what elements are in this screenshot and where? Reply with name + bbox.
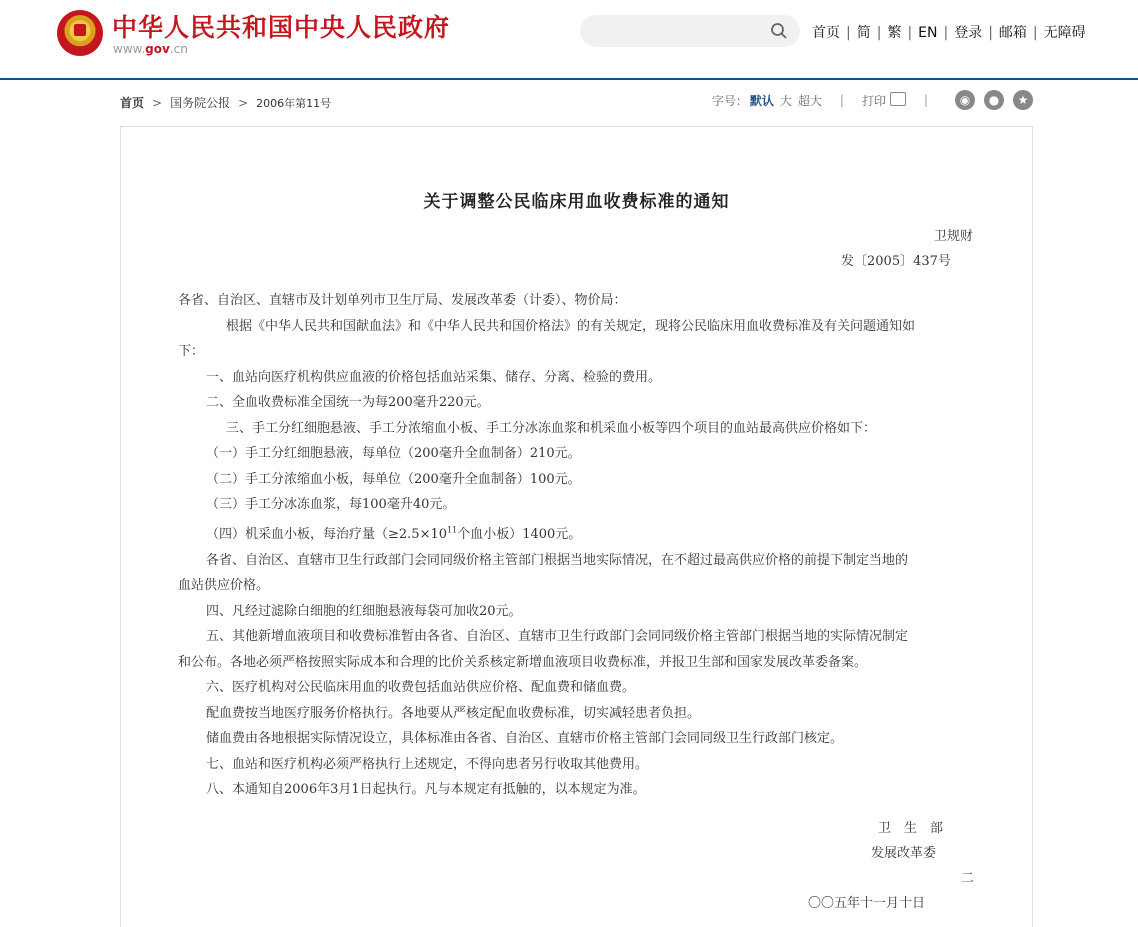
doc-number-line-2: 发〔2005〕437号 [841, 254, 951, 269]
font-size-large[interactable]: 大 [779, 93, 792, 108]
breadcrumb-bar [120, 88, 1033, 116]
site-title[interactable]: 中华人民共和国中央人民政府 [112, 13, 451, 42]
nav-separator: | [846, 25, 851, 41]
printer-icon[interactable] [890, 92, 906, 106]
paragraph-3: 三、手工分红细胞悬液、手工分浓缩血小板、手工分冰冻血浆和机采血小板等四个项目的血站最高供应价格如下： [226, 421, 877, 436]
tools-separator: | [839, 93, 844, 107]
font-size-xlarge[interactable]: 超大 [797, 93, 822, 108]
nav-english[interactable]: EN [918, 25, 938, 41]
paragraph-7: 七、血站和医疗机构必须严格执行上述规定，不得向患者另行收取其他费用。 [206, 757, 649, 772]
breadcrumb-gazette[interactable]: 国务院公报 [170, 96, 231, 110]
paragraph-5-line-2: 和公布。各地必须严格按照实际成本和合理的比价关系核定新增血液项目收费标准，并报卫生部和国家发展改革委备案。 [178, 655, 868, 670]
national-emblem-logo[interactable] [57, 10, 103, 56]
wechat-icon[interactable]: ● [984, 90, 1004, 110]
top-nav [812, 22, 1086, 42]
nav-separator: | [943, 25, 949, 41]
nav-accessibility[interactable]: 无障碍 [1043, 25, 1086, 41]
nav-mail[interactable]: 邮箱 [998, 25, 1027, 41]
site-url [113, 42, 188, 56]
paragraph-1: 一、血站向医疗机构供应血液的价格包括血站采集、储存、分离、检验的费用。 [206, 370, 662, 385]
paragraph-3-note-1: 各省、自治区、直辖市卫生行政部门会同同级价格主管部门根据当地实际情况，在不超过最高供应价格的前提下制定当地的 [206, 553, 909, 568]
paragraph-3-item-4 [206, 523, 581, 542]
breadcrumb-issue[interactable]: 2006年第11号 [256, 97, 332, 110]
site-url-gov: gov [145, 42, 170, 56]
tools-separator: | [923, 93, 928, 107]
nav-traditional[interactable]: 繁 [887, 25, 902, 41]
nav-separator: | [988, 25, 993, 41]
paragraph-8: 八、本通知自2006年3月1日起执行。凡与本规定有抵触的，以本规定为准。 [206, 782, 646, 797]
weibo-icon[interactable]: ◉ [955, 90, 975, 110]
intro-line-2: 下： [178, 344, 205, 359]
paragraph-3-item-3: （三）手工分冰冻血浆，每100毫升40元。 [206, 497, 456, 512]
breadcrumb-separator: > [238, 96, 249, 110]
breadcrumb [120, 94, 331, 111]
font-size-default[interactable]: 默认 [749, 93, 774, 108]
article-title: 关于调整公民临床用血收费标准的通知 [423, 192, 730, 212]
paragraph-3-note-2: 血站供应价格。 [178, 578, 270, 593]
paragraph-5-line-1: 五、其他新增血液项目和收费标准暂由各省、自治区、直辖市卫生行政部门会同同级价格主管部门根据当地的实际情况制定 [206, 629, 909, 644]
paragraph-6-2: 储血费由各地根据实际情况设立，具体标准由各省、自治区、直辖市价格主管部门会同同级卫生行政部门核定。 [206, 731, 844, 746]
nav-separator: | [876, 25, 882, 41]
breadcrumb-separator: > [152, 96, 163, 110]
site-url-prefix: www. [113, 42, 146, 56]
paragraph-6-1: 配血费按当地医疗服务价格执行。各地要从严核定配血收费标准，切实减轻患者负担。 [206, 706, 701, 721]
site-url-suffix: .cn [169, 42, 188, 56]
addressee: 各省、自治区、直辖市及计划单列市卫生厅局、发展改革委（计委）、物价局： [178, 293, 627, 308]
issue-date: 〇〇五年十一月十日 [808, 896, 926, 911]
paragraph-3-item-4-b: 个血小板）1400元。 [457, 527, 582, 542]
site-header [0, 0, 1138, 80]
signature-ndrc: 发展改革委 [871, 846, 937, 861]
search-input[interactable] [580, 15, 800, 47]
search-icon[interactable] [770, 22, 788, 40]
breadcrumb-home[interactable]: 首页 [120, 96, 145, 110]
nav-separator: | [907, 25, 913, 41]
favorite-icon[interactable]: ★ [1013, 90, 1033, 110]
paragraph-3-item-2: （二）手工分浓缩血小板，每单位（200毫升全血制备）100元。 [206, 472, 581, 487]
paragraph-2: 二、全血收费标准全国统一为每200毫升220元。 [206, 395, 490, 410]
paragraph-3-item-1: （一）手工分红细胞悬液，每单位（200毫升全血制备）210元。 [206, 446, 581, 461]
article-paper [120, 126, 1033, 927]
intro-line-1: 根据《中华人民共和国献血法》和《中华人民共和国价格法》的有关规定，现将公民临床用血收费标准及有关问题通知如 [226, 319, 916, 334]
nav-login[interactable]: 登录 [954, 25, 983, 41]
date-prefix: 二 [961, 871, 975, 886]
print-button[interactable]: 打印 [861, 93, 886, 108]
paragraph-4: 四、凡经过滤除白细胞的红细胞悬液每袋可加收20元。 [206, 604, 522, 619]
paragraph-3-item-4-sup: 11 [447, 525, 458, 535]
doc-number-line-1: 卫规财 [934, 229, 974, 244]
signature-ministry-of-health: 卫 生 部 [878, 821, 944, 836]
paragraph-6: 六、医疗机构对公民临床用血的收费包括血站供应价格、配血费和储血费。 [206, 680, 636, 695]
nav-home[interactable]: 首页 [812, 25, 840, 41]
font-size-label: 字号： [711, 93, 748, 108]
paragraph-3-item-4-a: （四）机采血小板，每治疗量（≥2.5×10 [206, 527, 448, 542]
article-tools [712, 90, 1033, 110]
nav-separator: | [1032, 25, 1038, 41]
nav-simplified[interactable]: 简 [856, 25, 871, 41]
